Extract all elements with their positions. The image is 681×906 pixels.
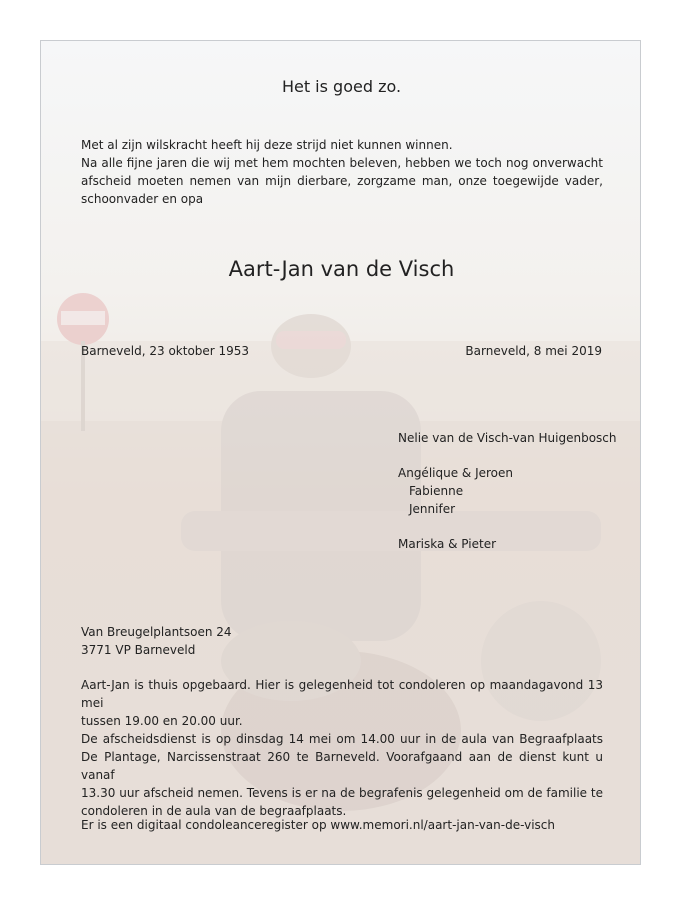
- address-street: Van Breugelplantsoen 24: [81, 625, 232, 639]
- service-line: condoleren in de aula van de begraafplaats.: [81, 804, 347, 818]
- viewing-line: Aart-Jan is thuis opgebaard. Hier is gelegenheid tot condoleren op maandagavond 13 mei: [81, 678, 603, 710]
- viewing-paragraph: [81, 676, 603, 730]
- grandchild-name: Jennifer: [409, 502, 456, 516]
- birth-date: Barneveld, 23 oktober 1953: [81, 344, 250, 358]
- death-date: Barneveld, 8 mei 2019: [465, 344, 602, 358]
- condolence-register: Er is een digitaal condoleanceregister op www.memori.nl/aart-jan-van-de-visch: [81, 818, 555, 832]
- intro-line: afscheid moeten nemen van mijn dierbare, zorgzame man, onze toegewijde vader,: [81, 174, 603, 188]
- address-city: 3771 VP Barneveld: [81, 643, 196, 657]
- headline: Het is goed zo.: [281, 77, 402, 96]
- child-family-2: Mariska & Pieter: [398, 537, 497, 551]
- spouse-name: Nelie van de Visch-van Huigenbosch: [398, 431, 617, 445]
- intro-line: Na alle fijne jaren die wij met hem mochten beleven, hebben we toch nog onverwacht: [81, 156, 603, 170]
- death-notice-card: [40, 40, 641, 865]
- service-line: De afscheidsdienst is op dinsdag 14 mei om 14.00 uur in de aula van Begraafplaats: [81, 732, 603, 746]
- viewing-line: tussen 19.00 en 20.00 uur.: [81, 714, 243, 728]
- child-family-1: Angélique & Jeroen: [398, 466, 513, 480]
- service-line: 13.30 uur afscheid nemen. Tevens is er na de begrafenis gelegenheid om de familie te: [81, 786, 603, 800]
- intro-paragraph: [81, 136, 603, 208]
- service-paragraph: [81, 730, 603, 820]
- intro-line: schoonvader en opa: [81, 192, 204, 206]
- service-line: De Plantage, Narcissenstraat 260 te Barneveld. Voorafgaand aan de dienst kunt u vanaf: [81, 750, 603, 782]
- grandchild-name: Fabienne: [409, 484, 464, 498]
- deceased-name: Aart-Jan van de Visch: [228, 257, 455, 281]
- intro-line: Met al zijn wilskracht heeft hij deze strijd niet kunnen winnen.: [81, 138, 453, 152]
